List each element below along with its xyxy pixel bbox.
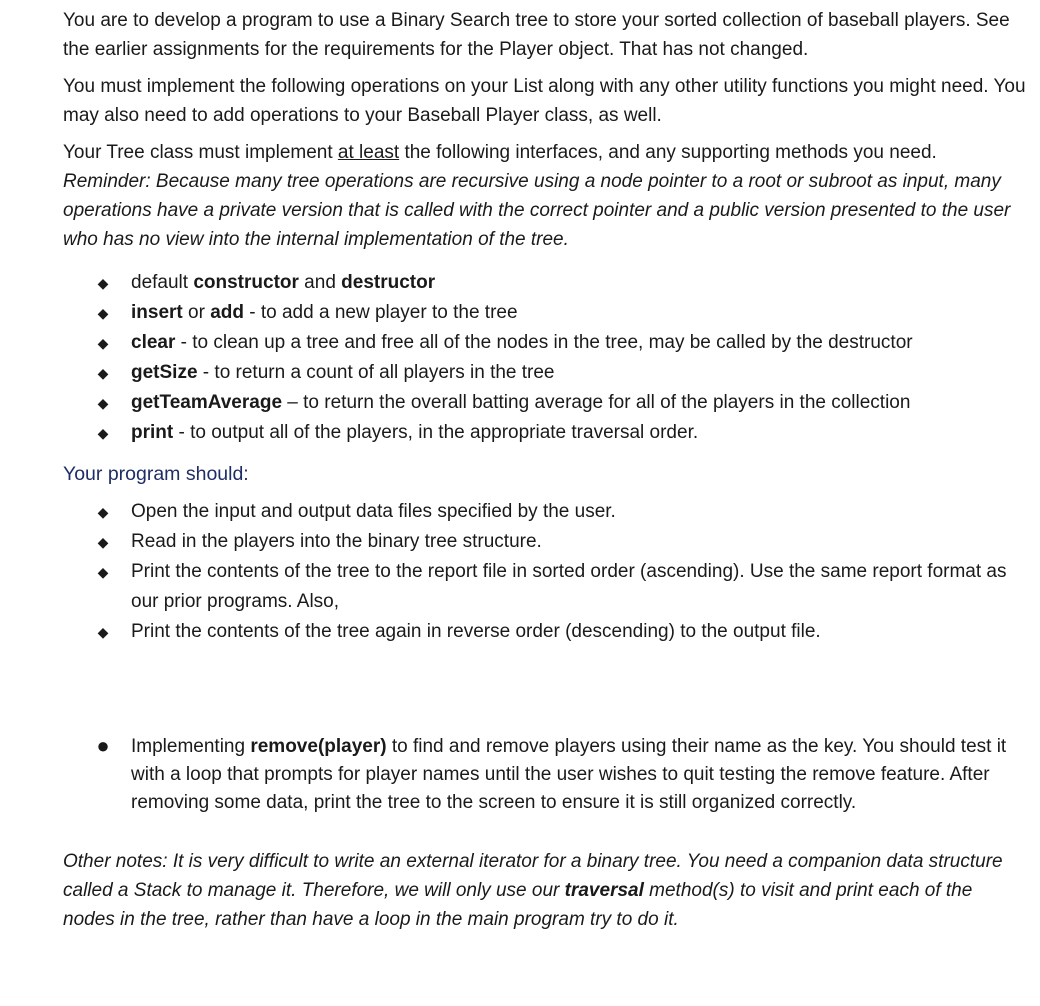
operations-list — [63, 268, 1028, 448]
diamond-bullet-icon: ◆ — [97, 395, 109, 411]
list-item: ◆ default constructor and destructor — [63, 268, 1028, 298]
program-steps-list — [63, 497, 1028, 647]
list-item: ◆ insert or add - to add a new player to the tree — [63, 298, 1028, 328]
document-page — [63, 6, 1028, 934]
list-item: ◆ getTeamAverage – to return the overall batting average for all of the players in the collection — [63, 388, 1028, 418]
program-heading: Your program should: — [63, 463, 249, 485]
other-notes: Other notes: It is very difficult to write an external iterator for a binary tree. You need a companion data structure called a Stack to manage it. Therefore, we will only use our traversal method(s) to visit and print each of the nodes in the tree, rather than have a loop in the main program try to do it. — [63, 851, 1003, 930]
list-item: ◆ Print the contents of the tree again in reverse order (descending) to the output file. — [63, 617, 1028, 647]
underlined-at-least: at least — [337, 142, 400, 163]
diamond-bullet-icon: ◆ — [97, 305, 109, 321]
diamond-bullet-icon: ◆ — [97, 275, 109, 291]
diamond-bullet-icon: ◆ — [97, 365, 109, 381]
diamond-bullet-icon: ◆ — [97, 335, 109, 351]
list-item: ◆ getSize - to return a count of all players in the tree — [63, 358, 1028, 388]
intro-paragraph-2: You must implement the following operations on your List along with any other utility functions you might need. You may also need to add operations to your Baseball Player class, as well. — [63, 76, 1026, 126]
diamond-bullet-icon: ◆ — [97, 624, 109, 640]
list-item: ◆ Read in the players into the binary tree structure. — [63, 527, 1028, 557]
list-item: ◆ print - to output all of the players, in the appropriate traversal order. — [63, 418, 1028, 448]
intro-paragraph-3: Your Tree class must implement at least the following interfaces, and any supporting methods you need. Reminder: Because many tree operations are recursive using a node pointer to a root or subroot as input, many operations have a private version that is called with the correct pointer and a public version presented to the user who has no view into the internal implementation of the tree. — [63, 142, 1011, 250]
list-item: ◆ Open the input and output data files specified by the user. — [63, 497, 1028, 527]
remove-method: remove(player) — [250, 736, 387, 757]
list-item: ◆ clear - to clean up a tree and free all of the nodes in the tree, may be called by the destructor — [63, 328, 1028, 358]
list-item: ◆ Print the contents of the tree to the report file in sorted order (ascending). Use the same report format as our prior programs. Also, — [63, 557, 1028, 617]
remove-list — [63, 733, 1028, 817]
list-item: ● Implementing remove(player) to find and remove players using their name as the key. You should test it with a loop that prompts for player names until the user wishes to quit testing the remove feature. After removing some data, print the tree to the screen to ensure it is still organized correctly. — [96, 733, 1007, 813]
diamond-bullet-icon: ◆ — [97, 504, 109, 520]
traversal-word: traversal — [564, 880, 644, 901]
diamond-bullet-icon: ◆ — [97, 564, 109, 580]
reminder-text: Reminder: Because many tree operations are recursive using a node pointer to a root or subroot as input, many operations have a private version that is called with the correct pointer and a public version presented to the user who has no view into the internal implementation of the tree. — [63, 171, 1011, 250]
round-bullet-icon: ● — [96, 733, 110, 758]
diamond-bullet-icon: ◆ — [97, 425, 109, 441]
intro-paragraph-1: You are to develop a program to use a Binary Search tree to store your sorted collection of baseball players. See the earlier assignments for the requirements for the Player object. That has not changed. — [63, 10, 1010, 60]
diamond-bullet-icon: ◆ — [97, 534, 109, 550]
